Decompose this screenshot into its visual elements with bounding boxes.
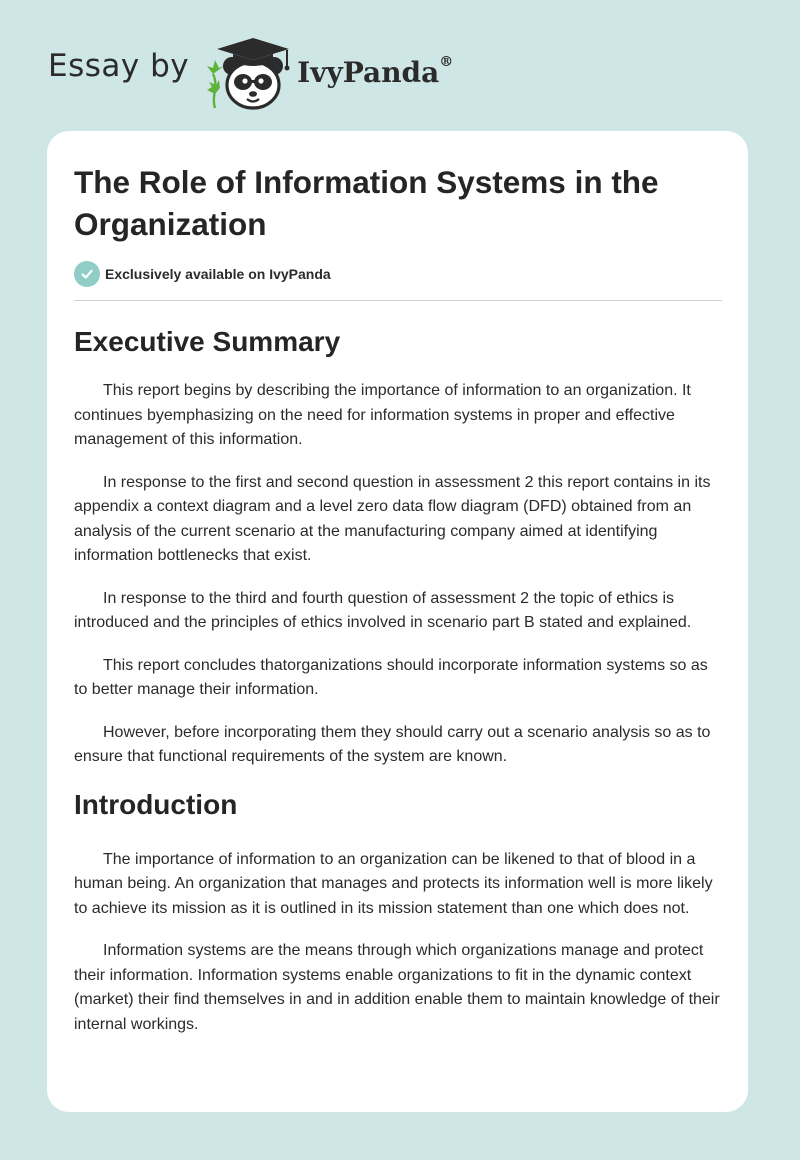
paragraph: In response to the third and fourth question of assessment 2 the topic of ethics is introduced and the principles of ethics involved in scenario part B stated and explained.: [74, 589, 692, 631]
ivypanda-logo-icon[interactable]: [203, 30, 293, 110]
paragraph: In response to the first and second question in assessment 2 this report contains in its appendix a context diagram and a level zero data flow diagram (DFD) obtained from an analysis of the current scenario at the manufacturing company aimed at identifying information bottlenecks that exist.: [74, 473, 711, 564]
essay-title: The Role of Information Systems in the Organization: [74, 164, 659, 242]
brand-name-text: IvyPanda: [297, 55, 440, 89]
paragraph: Information systems are the means through which organizations manage and protect their information. Information systems enable organizations to fit in the dynamic context (market) their find themselves in and in addition enable them to maintain knowledge of their internal workings.: [74, 942, 720, 1033]
section-heading: Executive Summary: [74, 326, 341, 357]
paragraph: This report begins by describing the importance of information to an organization. It continues byemphasizing on the need for information systems in proper and effective management of this information.: [74, 382, 691, 448]
essay-by-label: Essay by: [48, 48, 190, 84]
section-executive-summary: [74, 325, 722, 770]
registered-mark: ®: [439, 53, 454, 70]
exclusive-badge: [74, 260, 722, 288]
section-heading: Introduction: [74, 788, 238, 820]
exclusive-badge-label: Exclusively available on IvyPanda: [105, 266, 331, 282]
site-header: [48, 30, 453, 110]
paragraph: This report concludes thatorganizations should incorporate information systems so as to better manage their information.: [74, 656, 708, 698]
checkmark-icon: [74, 261, 100, 287]
essay-card: [47, 131, 748, 1112]
paragraph: However, before incorporating them they should carry out a scenario analysis so as to ensure that functional requirements of the system are known.: [74, 723, 711, 765]
title-divider: [74, 300, 722, 301]
brand-name[interactable]: [297, 53, 454, 89]
paragraph: The importance of information to an organization can be likened to that of blood in a human being. An organization that manages and protects its information well is more likely to achieve its mission as it is outlined in its mission statement than one which does not.: [74, 850, 713, 917]
section-introduction: [74, 788, 722, 1038]
